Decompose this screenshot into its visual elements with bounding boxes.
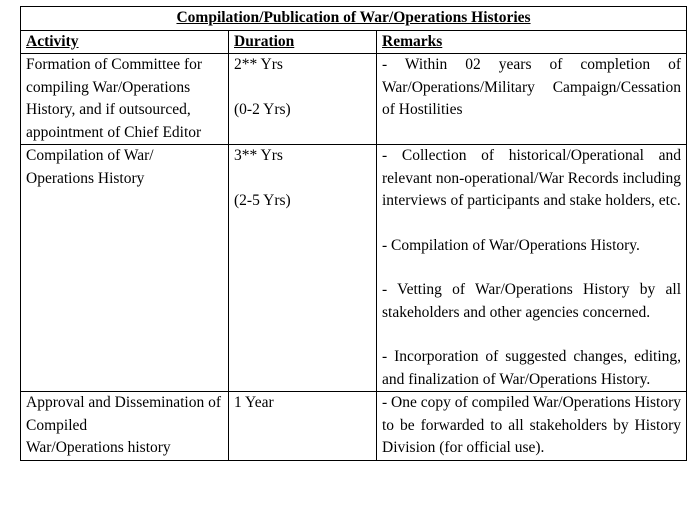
duration-range: (2-5 Yrs) [234, 191, 291, 209]
duration-range: (0-2 Yrs) [234, 100, 291, 118]
remark-gap [382, 213, 681, 235]
duration-main: 1 Year [234, 394, 274, 411]
header-activity: Activity [21, 30, 229, 54]
duration-spacer [234, 168, 371, 190]
table-header-row [21, 30, 687, 54]
war-histories-table [20, 6, 687, 461]
duration-cell [229, 392, 377, 461]
remark-item: - Compilation of War/Operations History. [382, 236, 640, 254]
remark-item: - Vetting of War/Operations History by all stakeholders and other agencies concerned. [382, 281, 682, 321]
table-row [21, 145, 687, 392]
duration-main: 2** Yrs [234, 56, 283, 73]
activity-line: War/Operations history [26, 439, 171, 456]
table-title-row [21, 7, 687, 31]
activity-cell: Formation of Committee for compiling War/Operations History, and if outsourced, appointment of Chief Editor [21, 54, 229, 145]
remark-item: - Collection of historical/Operational and relevant non-operational/War Records including interviews of participants and stake holders, etc. [382, 147, 682, 209]
remark-gap [382, 257, 681, 279]
activity-cell [21, 392, 229, 461]
duration-cell [229, 145, 377, 392]
duration-spacer [234, 77, 371, 99]
activity-cell: Compilation of War/ Operations History [21, 145, 229, 392]
table-row [21, 392, 687, 461]
remark-gap [382, 324, 681, 346]
remarks-cell [377, 145, 687, 392]
activity-line: Approval and Dissemination of Compiled [26, 394, 222, 434]
remark-item: - Within 02 years of completion of War/Operations/Military Campaign/Cessation of Hostilities [382, 56, 682, 118]
table-title: Compilation/Publication of War/Operations Histories [21, 7, 687, 31]
header-duration: Duration [229, 30, 377, 54]
duration-cell [229, 54, 377, 145]
remarks-cell [377, 392, 687, 461]
remarks-cell [377, 54, 687, 145]
remark-item: - One copy of compiled War/Operations History to be forwarded to all stakeholders by History Division (for official use). [382, 394, 682, 456]
table-row [21, 54, 687, 145]
header-remarks: Remarks [377, 30, 687, 54]
duration-main: 3** Yrs [234, 147, 283, 164]
remark-item: - Incorporation of suggested changes, editing, and finalization of War/Operations History. [382, 348, 682, 388]
